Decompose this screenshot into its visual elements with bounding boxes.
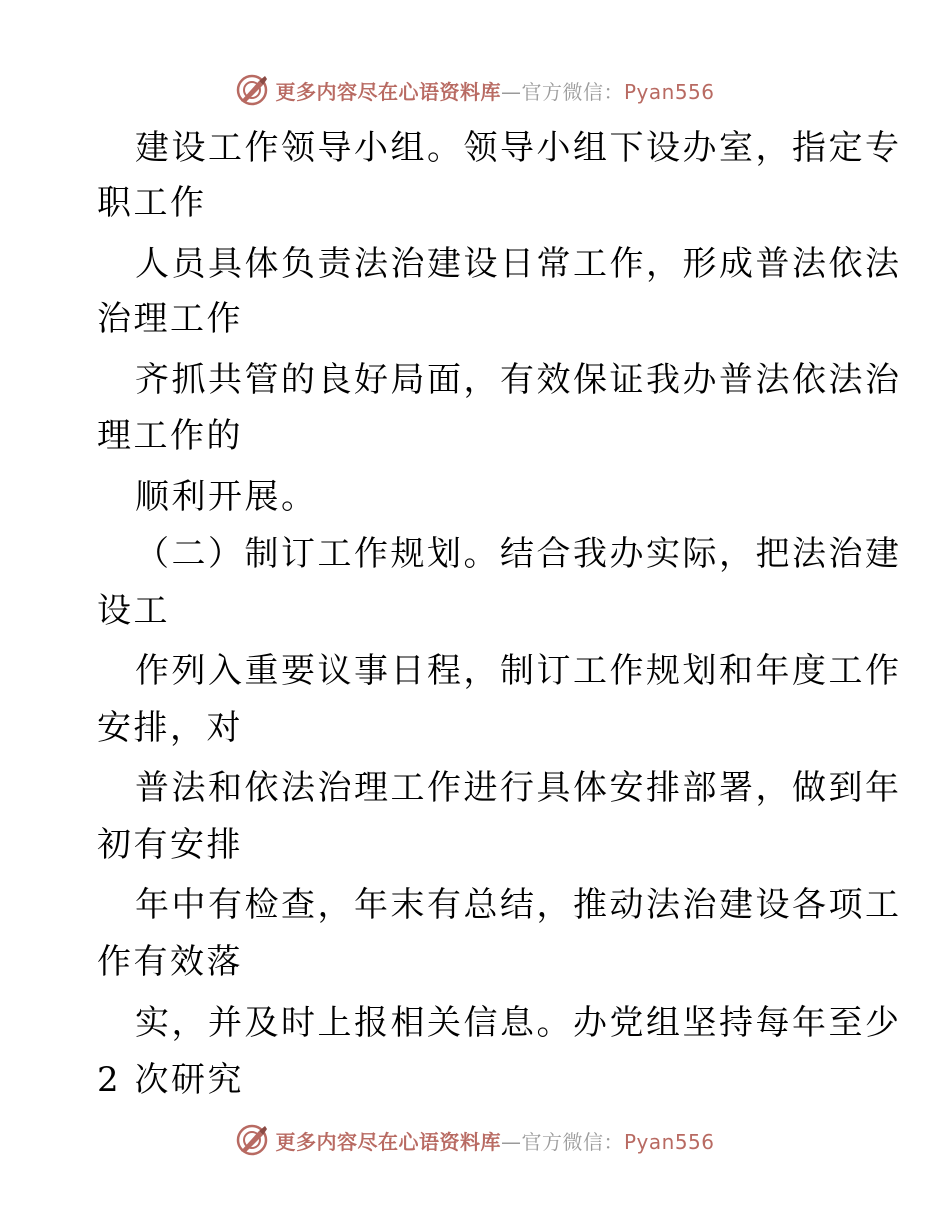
text-line: 治理工作 <box>97 299 243 339</box>
text-line: 理工作的 <box>97 416 243 456</box>
header-banner <box>0 70 950 110</box>
banner-wechat-id: Pyan556 <box>623 79 715 104</box>
banner-site-name: 更多内容尽在心语资料库 <box>275 79 501 104</box>
text-line: 顺利开展。 <box>135 477 318 517</box>
text-line: 年中有检查，年末有总结，推动法治建设各项工 <box>135 885 902 925</box>
text-line: 齐抓共管的良好局面，有效保证我办普法依法治 <box>135 360 902 400</box>
text-line: 作列入重要议事日程，制订工作规划和年度工作 <box>135 651 902 691</box>
banner-text <box>275 76 714 105</box>
text-line: 人员具体负责法治建设日常工作，形成普法依法 <box>135 244 902 284</box>
pen-logo-icon <box>235 73 269 107</box>
banner-wechat-label: 官方微信： <box>521 1129 624 1154</box>
text-line: 设工 <box>97 591 170 631</box>
text-line: 初有安排 <box>97 825 243 865</box>
footer-banner <box>0 1120 950 1160</box>
banner-site-name: 更多内容尽在心语资料库 <box>275 1129 501 1154</box>
banner-dash: — <box>500 79 522 104</box>
banner-wechat-label: 官方微信： <box>521 79 624 104</box>
text-line: 作有效落 <box>97 942 243 982</box>
text-line: 实，并及时上报相关信息。办党组坚持每年至少 <box>135 1003 902 1043</box>
banner-dash: — <box>500 1129 522 1154</box>
text-line: 2 次研究 <box>97 1060 244 1100</box>
text-line: 建设工作领导小组。领导小组下设办室，指定专 <box>135 128 902 168</box>
text-line: 普法和依法治理工作进行具体安排部署，做到年 <box>135 768 902 808</box>
text-line: （二）制订工作规划。结合我办实际，把法治建 <box>135 534 902 574</box>
pen-logo-icon <box>235 1123 269 1157</box>
banner-wechat-id: Pyan556 <box>623 1129 715 1154</box>
banner-text <box>275 1126 714 1155</box>
text-line: 职工作 <box>97 183 207 223</box>
text-line: 安排，对 <box>97 708 243 748</box>
